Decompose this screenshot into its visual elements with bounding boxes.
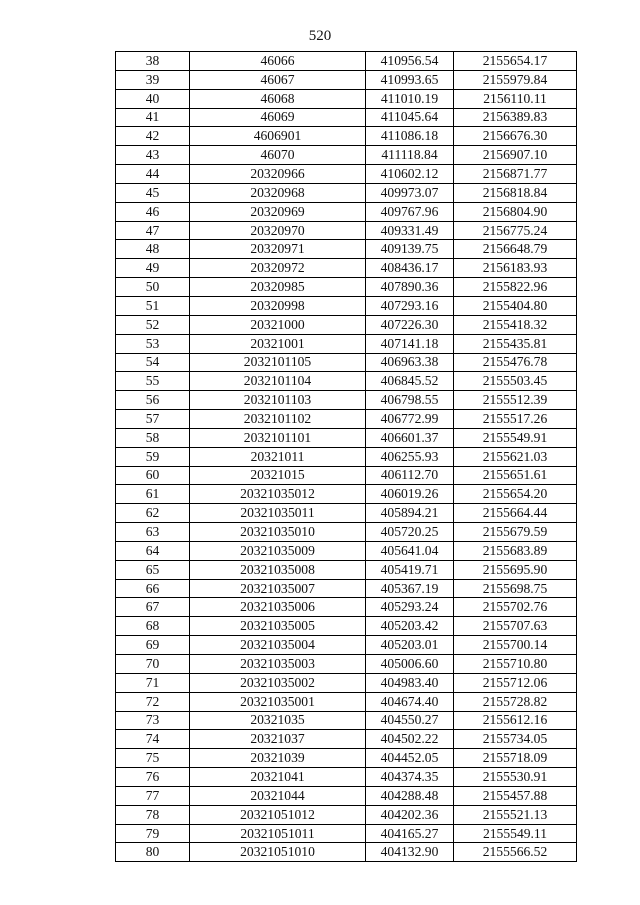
y-coordinate-cell: 2156648.79 [454, 240, 577, 259]
y-coordinate-cell: 2155654.17 [454, 52, 577, 71]
y-coordinate-cell: 2155457.88 [454, 786, 577, 805]
x-coordinate-cell: 407141.18 [366, 334, 454, 353]
table-row [116, 598, 577, 617]
y-coordinate-cell: 2155728.82 [454, 692, 577, 711]
table-row [116, 108, 577, 127]
row-number-cell: 70 [116, 655, 190, 674]
y-coordinate-cell: 2156775.24 [454, 221, 577, 240]
x-coordinate-cell: 406019.26 [366, 485, 454, 504]
point-id-cell: 20320985 [190, 278, 366, 297]
y-coordinate-cell: 2156818.84 [454, 183, 577, 202]
y-coordinate-cell: 2155549.11 [454, 824, 577, 843]
point-id-cell: 20321001 [190, 334, 366, 353]
point-id-cell: 2032101101 [190, 428, 366, 447]
x-coordinate-cell: 404132.90 [366, 843, 454, 862]
point-id-cell: 2032101105 [190, 353, 366, 372]
row-number-cell: 56 [116, 391, 190, 410]
table-row [116, 730, 577, 749]
table-row [116, 541, 577, 560]
point-id-cell: 46069 [190, 108, 366, 127]
y-coordinate-cell: 2155707.63 [454, 617, 577, 636]
row-number-cell: 44 [116, 165, 190, 184]
point-id-cell: 46066 [190, 52, 366, 71]
y-coordinate-cell: 2155503.45 [454, 372, 577, 391]
row-number-cell: 45 [116, 183, 190, 202]
row-number-cell: 64 [116, 541, 190, 560]
row-number-cell: 49 [116, 259, 190, 278]
row-number-cell: 50 [116, 278, 190, 297]
x-coordinate-cell: 404674.40 [366, 692, 454, 711]
point-id-cell: 46070 [190, 146, 366, 165]
y-coordinate-cell: 2155702.76 [454, 598, 577, 617]
row-number-cell: 75 [116, 749, 190, 768]
table-row [116, 655, 577, 674]
point-id-cell: 20321011 [190, 447, 366, 466]
row-number-cell: 60 [116, 466, 190, 485]
x-coordinate-cell: 406255.93 [366, 447, 454, 466]
point-id-cell: 20321051010 [190, 843, 366, 862]
point-id-cell: 20320969 [190, 202, 366, 221]
table-row [116, 504, 577, 523]
table-row [116, 259, 577, 278]
x-coordinate-cell: 411086.18 [366, 127, 454, 146]
point-id-cell: 20321051011 [190, 824, 366, 843]
row-number-cell: 52 [116, 315, 190, 334]
point-id-cell: 20321035005 [190, 617, 366, 636]
row-number-cell: 61 [116, 485, 190, 504]
row-number-cell: 65 [116, 560, 190, 579]
x-coordinate-cell: 405419.71 [366, 560, 454, 579]
x-coordinate-cell: 408436.17 [366, 259, 454, 278]
table-row [116, 315, 577, 334]
row-number-cell: 43 [116, 146, 190, 165]
table-row [116, 221, 577, 240]
y-coordinate-cell: 2156871.77 [454, 165, 577, 184]
y-coordinate-cell: 2155698.75 [454, 579, 577, 598]
point-id-cell: 20320970 [190, 221, 366, 240]
row-number-cell: 55 [116, 372, 190, 391]
row-number-cell: 78 [116, 805, 190, 824]
point-id-cell: 20321035012 [190, 485, 366, 504]
x-coordinate-cell: 409973.07 [366, 183, 454, 202]
table-row [116, 202, 577, 221]
point-id-cell: 20321037 [190, 730, 366, 749]
row-number-cell: 77 [116, 786, 190, 805]
point-id-cell: 20321035002 [190, 673, 366, 692]
row-number-cell: 68 [116, 617, 190, 636]
point-id-cell: 20321044 [190, 786, 366, 805]
x-coordinate-cell: 409767.96 [366, 202, 454, 221]
y-coordinate-cell: 2155679.59 [454, 523, 577, 542]
row-number-cell: 69 [116, 636, 190, 655]
point-id-cell: 20321015 [190, 466, 366, 485]
y-coordinate-cell: 2155718.09 [454, 749, 577, 768]
y-coordinate-cell: 2155700.14 [454, 636, 577, 655]
x-coordinate-cell: 406845.52 [366, 372, 454, 391]
table-row [116, 127, 577, 146]
row-number-cell: 59 [116, 447, 190, 466]
row-number-cell: 39 [116, 70, 190, 89]
point-id-cell: 20321035 [190, 711, 366, 730]
y-coordinate-cell: 2155683.89 [454, 541, 577, 560]
x-coordinate-cell: 405641.04 [366, 541, 454, 560]
table-row [116, 523, 577, 542]
point-id-cell: 20321035008 [190, 560, 366, 579]
row-number-cell: 63 [116, 523, 190, 542]
y-coordinate-cell: 2155695.90 [454, 560, 577, 579]
point-id-cell: 2032101103 [190, 391, 366, 410]
row-number-cell: 57 [116, 410, 190, 429]
table-row [116, 146, 577, 165]
y-coordinate-cell: 2156676.30 [454, 127, 577, 146]
x-coordinate-cell: 404550.27 [366, 711, 454, 730]
point-id-cell: 46067 [190, 70, 366, 89]
point-id-cell: 20320998 [190, 296, 366, 315]
y-coordinate-cell: 2155612.16 [454, 711, 577, 730]
table-row [116, 183, 577, 202]
x-coordinate-cell: 405203.42 [366, 617, 454, 636]
x-coordinate-cell: 406963.38 [366, 353, 454, 372]
x-coordinate-cell: 410956.54 [366, 52, 454, 71]
point-id-cell: 46068 [190, 89, 366, 108]
y-coordinate-cell: 2155664.44 [454, 504, 577, 523]
point-id-cell: 20321000 [190, 315, 366, 334]
y-coordinate-cell: 2155822.96 [454, 278, 577, 297]
y-coordinate-cell: 2155521.13 [454, 805, 577, 824]
point-id-cell: 20321035001 [190, 692, 366, 711]
row-number-cell: 62 [116, 504, 190, 523]
row-number-cell: 79 [116, 824, 190, 843]
row-number-cell: 80 [116, 843, 190, 862]
x-coordinate-cell: 411118.84 [366, 146, 454, 165]
y-coordinate-cell: 2155654.20 [454, 485, 577, 504]
x-coordinate-cell: 404983.40 [366, 673, 454, 692]
point-id-cell: 20321035004 [190, 636, 366, 655]
y-coordinate-cell: 2156183.93 [454, 259, 577, 278]
x-coordinate-cell: 404165.27 [366, 824, 454, 843]
table-row [116, 692, 577, 711]
x-coordinate-cell: 405203.01 [366, 636, 454, 655]
point-id-cell: 20321041 [190, 768, 366, 787]
y-coordinate-cell: 2155712.06 [454, 673, 577, 692]
table-row [116, 89, 577, 108]
x-coordinate-cell: 407293.16 [366, 296, 454, 315]
x-coordinate-cell: 406772.99 [366, 410, 454, 429]
row-number-cell: 46 [116, 202, 190, 221]
x-coordinate-cell: 407226.30 [366, 315, 454, 334]
x-coordinate-cell: 405720.25 [366, 523, 454, 542]
point-id-cell: 2032101104 [190, 372, 366, 391]
table-row [116, 278, 577, 297]
table-row [116, 617, 577, 636]
x-coordinate-cell: 405293.24 [366, 598, 454, 617]
x-coordinate-cell: 406798.55 [366, 391, 454, 410]
table-row [116, 560, 577, 579]
y-coordinate-cell: 2155517.26 [454, 410, 577, 429]
x-coordinate-cell: 407890.36 [366, 278, 454, 297]
point-id-cell: 20321035011 [190, 504, 366, 523]
table-row [116, 673, 577, 692]
coordinates-table-body [116, 52, 577, 862]
row-number-cell: 51 [116, 296, 190, 315]
point-id-cell: 20321035010 [190, 523, 366, 542]
table-row [116, 466, 577, 485]
row-number-cell: 42 [116, 127, 190, 146]
x-coordinate-cell: 406601.37 [366, 428, 454, 447]
point-id-cell: 20320972 [190, 259, 366, 278]
y-coordinate-cell: 2155549.91 [454, 428, 577, 447]
table-row [116, 805, 577, 824]
point-id-cell: 20321035003 [190, 655, 366, 674]
row-number-cell: 73 [116, 711, 190, 730]
x-coordinate-cell: 411045.64 [366, 108, 454, 127]
table-row [116, 711, 577, 730]
x-coordinate-cell: 409331.49 [366, 221, 454, 240]
point-id-cell: 20321051012 [190, 805, 366, 824]
x-coordinate-cell: 409139.75 [366, 240, 454, 259]
table-row [116, 334, 577, 353]
y-coordinate-cell: 2155734.05 [454, 730, 577, 749]
point-id-cell: 20320971 [190, 240, 366, 259]
x-coordinate-cell: 404202.36 [366, 805, 454, 824]
table-row [116, 52, 577, 71]
table-row [116, 824, 577, 843]
table-row [116, 391, 577, 410]
y-coordinate-cell: 2156389.83 [454, 108, 577, 127]
table-row [116, 165, 577, 184]
y-coordinate-cell: 2155418.32 [454, 315, 577, 334]
y-coordinate-cell: 2155651.61 [454, 466, 577, 485]
y-coordinate-cell: 2156110.11 [454, 89, 577, 108]
x-coordinate-cell: 405894.21 [366, 504, 454, 523]
row-number-cell: 41 [116, 108, 190, 127]
table-row [116, 579, 577, 598]
table-row [116, 70, 577, 89]
y-coordinate-cell: 2155476.78 [454, 353, 577, 372]
table-row [116, 749, 577, 768]
point-id-cell: 20321035006 [190, 598, 366, 617]
x-coordinate-cell: 406112.70 [366, 466, 454, 485]
point-id-cell: 20321039 [190, 749, 366, 768]
x-coordinate-cell: 405367.19 [366, 579, 454, 598]
row-number-cell: 66 [116, 579, 190, 598]
point-id-cell: 20321035009 [190, 541, 366, 560]
row-number-cell: 54 [116, 353, 190, 372]
x-coordinate-cell: 404452.05 [366, 749, 454, 768]
row-number-cell: 40 [116, 89, 190, 108]
y-coordinate-cell: 2155530.91 [454, 768, 577, 787]
table-row [116, 372, 577, 391]
row-number-cell: 71 [116, 673, 190, 692]
table-row [116, 636, 577, 655]
row-number-cell: 38 [116, 52, 190, 71]
row-number-cell: 48 [116, 240, 190, 259]
row-number-cell: 67 [116, 598, 190, 617]
point-id-cell: 20320966 [190, 165, 366, 184]
x-coordinate-cell: 404502.22 [366, 730, 454, 749]
row-number-cell: 58 [116, 428, 190, 447]
y-coordinate-cell: 2155621.03 [454, 447, 577, 466]
table-row [116, 240, 577, 259]
table-row [116, 485, 577, 504]
table-row [116, 768, 577, 787]
point-id-cell: 4606901 [190, 127, 366, 146]
row-number-cell: 76 [116, 768, 190, 787]
table-row [116, 447, 577, 466]
x-coordinate-cell: 404288.48 [366, 786, 454, 805]
point-id-cell: 2032101102 [190, 410, 366, 429]
y-coordinate-cell: 2156907.10 [454, 146, 577, 165]
y-coordinate-cell: 2155512.39 [454, 391, 577, 410]
table-row [116, 786, 577, 805]
table-row [116, 296, 577, 315]
y-coordinate-cell: 2155566.52 [454, 843, 577, 862]
row-number-cell: 53 [116, 334, 190, 353]
x-coordinate-cell: 405006.60 [366, 655, 454, 674]
y-coordinate-cell: 2156804.90 [454, 202, 577, 221]
y-coordinate-cell: 2155979.84 [454, 70, 577, 89]
table-row [116, 353, 577, 372]
point-id-cell: 20321035007 [190, 579, 366, 598]
table-row [116, 843, 577, 862]
point-id-cell: 20320968 [190, 183, 366, 202]
row-number-cell: 72 [116, 692, 190, 711]
y-coordinate-cell: 2155404.80 [454, 296, 577, 315]
row-number-cell: 47 [116, 221, 190, 240]
x-coordinate-cell: 410602.12 [366, 165, 454, 184]
table-row [116, 410, 577, 429]
x-coordinate-cell: 410993.65 [366, 70, 454, 89]
y-coordinate-cell: 2155710.80 [454, 655, 577, 674]
table-row [116, 428, 577, 447]
coordinates-table [115, 51, 577, 862]
row-number-cell: 74 [116, 730, 190, 749]
x-coordinate-cell: 411010.19 [366, 89, 454, 108]
x-coordinate-cell: 404374.35 [366, 768, 454, 787]
y-coordinate-cell: 2155435.81 [454, 334, 577, 353]
page-number: 520 [308, 28, 332, 44]
